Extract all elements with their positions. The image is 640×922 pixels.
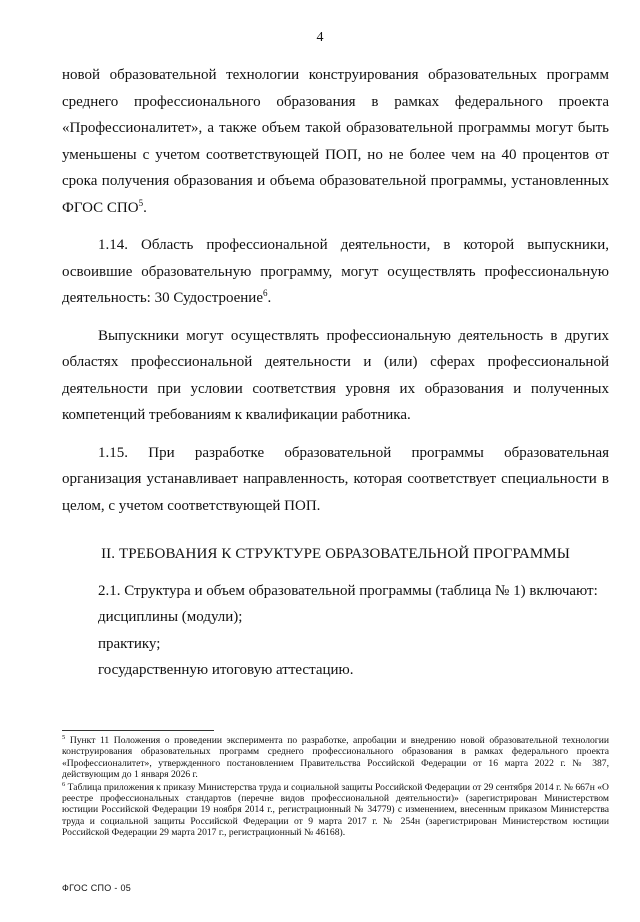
structure-list [62, 578, 609, 684]
footnote-5 [62, 735, 609, 781]
footnotes [62, 735, 609, 840]
structure-intro: 2.1. Структура и объем образовательной программы (таблица № 1) включают: [98, 582, 598, 599]
list-item: практику; [98, 635, 161, 652]
footnote-ref: 6 [263, 288, 268, 298]
paragraph-1-14: 1.14. Область профессиональной деятельности, в которой выпускники, освоившие образовательную программу, могут осуществлять профессиональную деятельность: 30 Судостроение$^6$. [62, 237, 609, 306]
footnote-number: 5 [62, 733, 66, 741]
paragraph-text: новой образовательной технологии конструирования образовательных программ среднего профессионального образования в рамках федерального проекта «Профессионалитет», а также объем такой образовательной программы могут быть уменьшены с учетом соответствующей ПОП, но не более чем на 40 процентов от срока получения образования и объема образовательной программы, установленных ФГОС СПО [62, 67, 609, 216]
paragraph-text: 1.14. Область профессиональной деятельности, в которой выпускники, освоившие образовательную программу, могут осуществлять профессиональную деятельность: 30 Судостроение [62, 237, 609, 306]
body-text [62, 62, 609, 684]
footnote-6 [62, 782, 609, 839]
list-item: дисциплины (модули); [98, 609, 243, 625]
paragraph-graduates: Выпускники могут осуществлять профессиональную деятельность в других областях профессиональной деятельности и (или) сферах профессиональной деятельности при условии соответствия уровня их образования и полученных компетенций требованиям к квалификации работника. [62, 327, 609, 423]
footnote-text: Пункт 11 Положения о проведении эксперимента по разработке, апробации и внедрению новой образовательной технологии конструирования образовательных программ среднего профессионального образования в рамках федерального проекта «Профессионалитет», утвержденного постановлением Правительства Российской Федерации от 16 марта 2022 г. № 387, действующим до 1 января 2026 г. [62, 735, 609, 781]
footnote-ref: 5 [138, 197, 144, 208]
document-id: ФГОС СПО - 05 [62, 883, 132, 893]
footnote-text: Таблица приложения к приказу Министерства труда и социальной защиты Российской Федерации от 29 сентября 2014 г. № 667н «О реестре профессиональных стандартов (перечне видов профессиональной деятельности)» (зарегистрирован Министерством юстиции Российской Федерации 19 ноября 2014 г., регистрационный № 34779) с изменением, внесенным приказом Министерства труда и социальной защиты Российской Федерации от 9 марта 2017 г. № 254н (зарегистрирован Министерством юстиции Российской Федерации 29 марта 2017 г., регистрационный № 46168). [62, 781, 609, 839]
section-heading: II. ТРЕБОВАНИЯ К СТРУКТУРЕ ОБРАЗОВАТЕЛЬНОЙ ПРОГРАММЫ [101, 546, 570, 562]
paragraph-continuation: новой образовательной технологии конструирования образовательных программ среднего профессионального образования в рамках федерального проекта «Профессионалитет», а также объем такой образовательной программы могут быть уменьшены с учетом соответствующей ПОП, но не более чем на 40 процентов от срока получения образования и объема образовательной программы, установленных ФГОС СПО$^5$. [62, 67, 609, 216]
page-number: 4 [316, 30, 324, 45]
footnote-number: 6 [62, 780, 66, 788]
footnote-divider [62, 730, 214, 731]
paragraph-1-15: 1.15. При разработке образовательной программы образовательная организация устанавливает направленность, которая соответствует специальности в целом, с учетом соответствующей ПОП. [62, 444, 609, 514]
list-item: государственную итоговую аттестацию. [98, 662, 354, 678]
